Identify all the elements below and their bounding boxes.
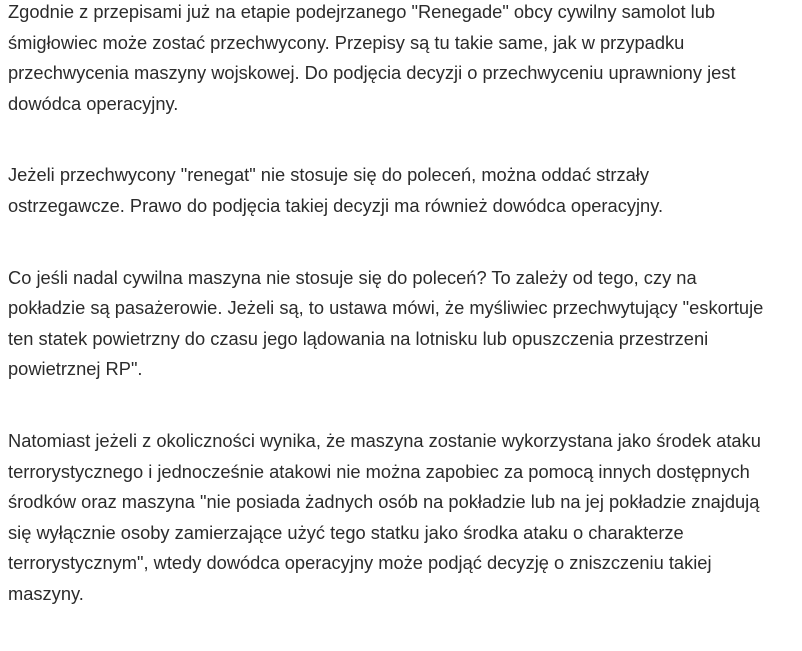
text-line: śmigłowiec może zostać przechwycony. Przepisy są tu takie same, jak w przypadku [8,31,685,53]
text-line: ten statek powietrzny do czasu jego lądowania na lotnisku lub opuszczenia przestrzeni [8,327,709,349]
text-line: środków oraz maszyna "nie posiada żadnych osób na pokładzie lub na jej pokładzie znajdują [8,491,760,513]
text-line: Jeżeli przechwycony "renegat" nie stosuje się do poleceń, można oddać strzały [8,164,649,186]
text-line: się wyłącznie osoby zamierzające użyć tego statku jako środka ataku o charakterze [8,521,684,543]
paragraph [8,426,763,610]
text-line: przechwycenia maszyny wojskowej. Do podjęcia decyzji o przechwyceniu uprawniony jest [8,62,736,84]
text-line: dowódca operacyjny. [8,92,179,114]
paragraph [8,263,763,385]
text-line: terrorystycznym", wtedy dowódca operacyjny może podjąć decyzję o zniszczeniu takiej [8,552,712,574]
text-line: Zgodnie z przepisami już na etapie podejrzanego "Renegade" obcy cywilny samolot lub [8,1,716,22]
paragraph [8,160,763,221]
text-line: ostrzegawcze. Prawo do podjęcia takiej decyzji ma również dowódca operacyjny. [8,194,664,216]
text-line: Natomiast jeżeli z okoliczności wynika, że maszyna zostanie wykorzystana jako środek ataku [8,429,761,451]
article-body [8,0,763,651]
text-line: terrorystycznego i jednocześnie atakowi nie można zapobiec za pomocą innych dostępnych [8,460,750,482]
text-line: Co jeśli nadal cywilna maszyna nie stosuje się do poleceń? To zależy od tego, czy na [8,266,697,288]
text-line: powietrznej RP". [8,358,143,380]
text-line: pokładzie są pasażerowie. Jeżeli są, to ustawa mówi, że myśliwiec przechwytujący "eskortuje [8,297,764,319]
text-line: maszyny. [8,582,84,604]
paragraph [8,0,763,119]
